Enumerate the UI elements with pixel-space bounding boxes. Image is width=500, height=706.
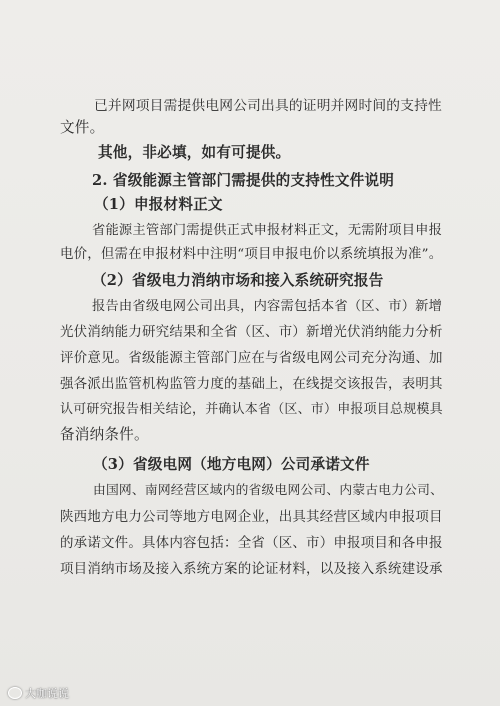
body-line: 由国网、南网经营区域内的省级电网公司、内蒙古电力公司、 (93, 483, 444, 498)
subsection-heading: （3）省级电网（地方电网）公司承诺文件 (93, 456, 370, 473)
subsection-heading: （1）申报材料正文 (94, 196, 223, 213)
body-line: 的承诺文件。具体内容包括：全省（区、市）申报项目和各申报 (60, 535, 443, 551)
section-heading: 2. 省级能源主管部门需提供的支持性文件说明 (92, 172, 394, 189)
body-line: 强各派出监管机构监管力度的基础上，在线提交该报告，表明其 (60, 376, 443, 392)
camera-icon (8, 687, 22, 699)
body-line: 认可研究报告相关结论，并确认本省（区、市）申报项目总规模具 (60, 402, 443, 417)
body-line: 项目消纳市场及接入系统方案的论证材料，以及接入系统建设承 (60, 561, 443, 577)
watermark (8, 685, 69, 701)
body-line: 陕西地方电力公司等地方电网企业，出具其经营区域内申报项目 (60, 509, 443, 525)
body-line: 文件。 (60, 119, 105, 136)
body-line: 省能源主管部门需提供正式申报材料正文，无需附项目申报 (92, 223, 443, 238)
subsection-heading: （2）省级电力消纳市场和接入系统研究报告 (92, 272, 384, 289)
body-line: 其他，非必填，如有可提供。 (98, 144, 291, 161)
body-line: 电价，但需在申报材料中注明“项目申报电价以系统填报为准”。 (60, 247, 443, 262)
body-line: 报告由省级电网公司出具，内容需包括本省（区、市）新增 (92, 299, 443, 314)
body-line: 已并网项目需提供电网公司出具的证明并网时间的支持性 (94, 98, 442, 114)
body-line: 评价意见。省级能源主管部门应在与省级电网公司充分沟通、加 (60, 350, 443, 366)
watermark-text: 大咖说说 (25, 687, 69, 700)
body-line: 备消纳条件。 (60, 426, 149, 443)
body-line: 光伏消纳能力研究结果和全省（区、市）新增光伏消纳能力分析 (60, 324, 443, 340)
